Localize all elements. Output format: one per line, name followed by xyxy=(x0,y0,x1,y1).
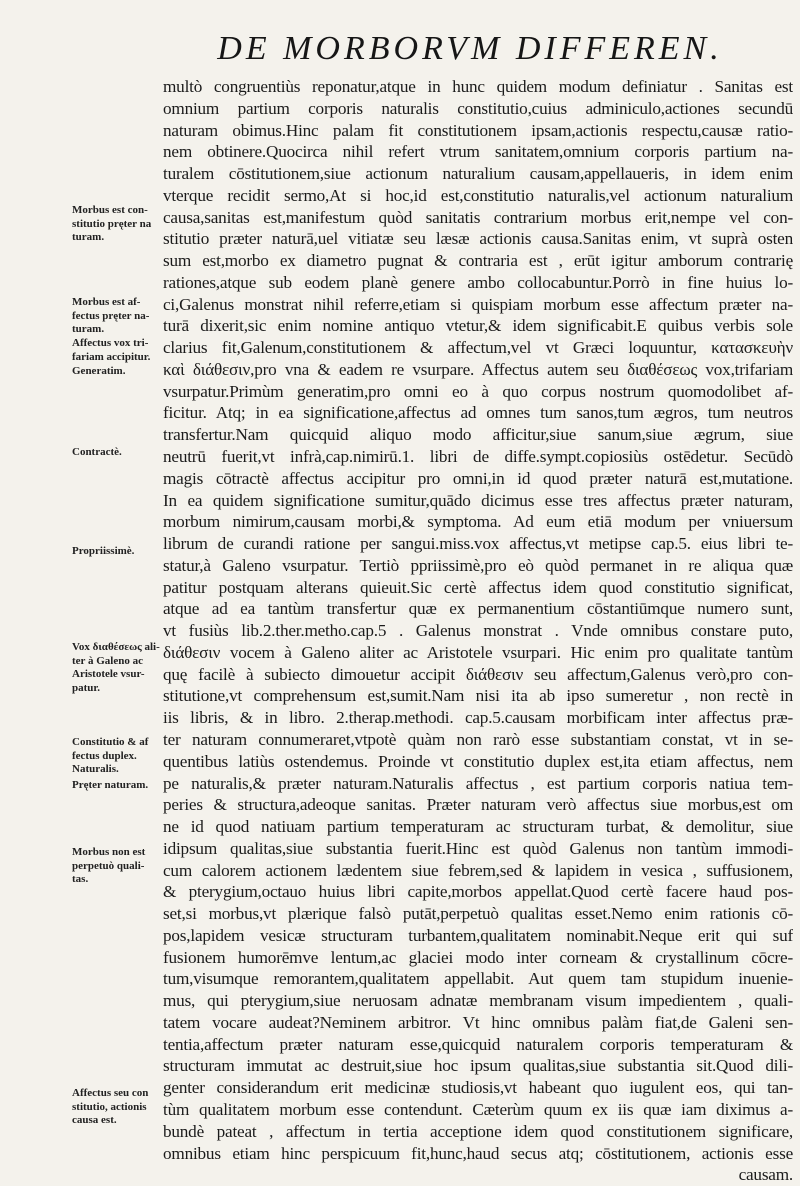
marginal-note xyxy=(72,736,168,763)
marginal-line: perpetuò quali- xyxy=(72,859,145,872)
text-line: atque ad ea tantùm transfertur quæ ex permanentium cōstantiūmque numero sunt, xyxy=(163,599,793,619)
text-line: quę facilè à subiecto dimouetur accipit διάθεσιν seu affectum,Galenus verò,pro con- xyxy=(163,664,793,684)
marginal-line: ter à Galeno ac xyxy=(72,654,143,667)
marginal-line: turam. xyxy=(72,231,105,243)
marginal-note xyxy=(72,337,168,364)
marginal-note xyxy=(72,763,168,777)
text-line: patitur postquam alterans quieuit.Sic certè affectus idem quod constitutio significat, xyxy=(163,577,793,597)
marginal-line: Affectus vox tri- xyxy=(72,337,149,349)
marginal-line: Affectus seu con xyxy=(72,1087,149,1099)
marginal-note xyxy=(72,846,168,887)
text-line: pe naturalis,& præter naturam.Naturalis affectus , est partium corporis natiua tem- xyxy=(163,773,793,793)
text-line: tum,visumque remorantem,qualitatem appellabit. Aut quem tam stupidum inuenie- xyxy=(163,969,793,989)
text-line: structuram immutat ac destruit,siue hoc ipsum qualitas,siue substantia sit.Quod dili- xyxy=(163,1056,793,1076)
text-line: vterque recidit sermo,At si hoc,id est,constitutio naturalis,vel actionum naturalium xyxy=(163,185,793,205)
text-line: ficitur. Atq; in ea significatione,affectus ad omnes tum sanos,tum ægros, tum neutros xyxy=(163,403,793,423)
marginal-note xyxy=(72,296,168,337)
text-line: peries & structura,adeoque sanitas. Præter naturam verò affectus siue morbus,est om xyxy=(163,795,793,815)
text-line: quentibus latiùs ostendemus. Proinde vt constitutio duplex est,ita etiam affectus, nem xyxy=(163,751,793,771)
text-line: librum de curandi ratione per sangui.miss.vox affectus,vt metipse cap.5. eius libri te- xyxy=(163,534,793,554)
text-line: transfertur.Nam quicquid aliquo modo afficitur,siue sanum,siue ægrum, siue xyxy=(163,425,793,445)
text-line: multò congruentiùs reponatur,atque in hunc quidem modum definiatur . Sanitas est xyxy=(163,77,793,96)
marginal-line: Constitutio & af xyxy=(72,736,149,748)
marginal-note xyxy=(72,446,168,460)
text-line: genter considerandum erit medicinæ studiosis,vt habeant quo iugulent eos, qui tan- xyxy=(163,1078,793,1098)
text-line: morbum nimirum,causam morbi,& symptoma. Ad eum etiā modum per vniuersum xyxy=(163,512,793,532)
text-line: causa,sanitas est,manifestum quòd sanitatis contrarium morbus erit,nempe vel con- xyxy=(163,207,793,227)
marginal-line: Propriissimè. xyxy=(72,545,135,557)
text-line: ne id quod natiuam partium temperaturam ac structuram turbat, & demolitur, siue xyxy=(163,817,793,837)
marginal-note xyxy=(72,641,168,695)
text-line: omnibus etiam hinc perspicuum fit,hunc,haud secus atq; cōstitutionem, actionis esse xyxy=(163,1143,793,1163)
text-line: clarius fit,Galenum,constitutionem & affectum,vel vt Græci loquuntur, κατασκευὴν xyxy=(163,338,793,358)
marginal-line: fectus duplex. xyxy=(72,749,137,762)
text-line: idipsum qualitas,siue substantia fuerit.Hinc est quòd Galenus non tantùm immodi- xyxy=(163,838,793,858)
text-line: nem obtinere.Quocirca nihil refert vtrum sanitatem,omnium corporis partium na- xyxy=(163,142,793,162)
marginal-line: patur. xyxy=(72,681,101,694)
text-line: In ea quidem significatione sumitur,quādo dicimus esse tres affectus præter naturam, xyxy=(163,490,793,510)
text-line: omnium partium corporis naturalis constitutio,cuius adminiculo,actiones secundū xyxy=(163,98,793,118)
marginal-note xyxy=(72,204,168,245)
text-line: tùm qualitatem morbum esse contendunt. Cæterùm quum ex iis quæ iam diximus a- xyxy=(163,1099,793,1119)
text-line: causam. xyxy=(738,1165,793,1185)
marginal-line: Contractè. xyxy=(72,446,122,458)
text-line: naturam obimus.Hinc palam fit constitutionem ipsam,actionis respectu,causæ ratio- xyxy=(163,120,793,140)
marginal-note xyxy=(72,545,168,559)
text-line: mus, qui pterygium,siue neruosam adnatæ membranam visum impedientem , quali- xyxy=(163,991,793,1011)
text-line: cum calorem actionem lædentem siue febrem,sed & lapidem in vesica , suffusionem, xyxy=(163,860,793,880)
text-line: καὶ διάθεσιν,pro vna & eadem re vsurpare. Affectus autem seu διαθέσεως vox,trifariam xyxy=(163,359,793,379)
main-text-column xyxy=(163,76,793,1186)
text-line: bundè pateat , affectum in tertia acceptione idem quod constitutionem significare, xyxy=(163,1121,793,1141)
marginal-line: Aristotele vsur- xyxy=(72,668,145,680)
text-line: set,si morbus,vt plærique falsò putāt,perpetuò qualitas esset.Nemo enim rationis cō- xyxy=(163,904,793,924)
marginal-line: turam. xyxy=(72,323,105,335)
text-line: turā dixerit,sic enim nomine antiquo vtetur,& idem significabit.E quibus verbis sole xyxy=(163,316,793,336)
text-line: statur,à Galeno vsurpatur. Tertiò ppriissimè,pro eò quòd permanet in re aliqua quæ xyxy=(163,555,793,575)
running-header: DE MORBORVM DIFFEREN. xyxy=(217,30,723,67)
text-line: ter naturam connumeraret,vtpotè quàm non rarò esse substantiam constat, vt in se- xyxy=(163,729,793,749)
text-line: pos,lapidem vesicæ structuram turbantem,qualitatem nominabit.Neque erit qui suf xyxy=(163,925,793,945)
text-line: stitutione,vt comprehensum est,sumit.Nam nisi ita ab ipso sumeretur , non rectè in xyxy=(163,686,793,706)
text-line: vt fusiùs lib.2.ther.metho.cap.5 . Galenus monstrat . Vnde omnibus constare puto, xyxy=(163,621,793,641)
text-line: ci,Galenus monstrat nihil referre,etiam si quispiam morbum esse affectum præter na- xyxy=(163,294,793,314)
text-line: fusionem humorēmve lentum,ac glaciei modo inter corneam & crystallinum cōcre- xyxy=(163,947,793,967)
marginal-line: Morbus est af- xyxy=(72,296,141,308)
marginal-line: tas. xyxy=(72,873,89,885)
marginal-line: fectus pręter na- xyxy=(72,309,150,322)
text-line: turalem cōstitutionem,siue actionum naturalium causam,appellaueris, in idem enim xyxy=(163,164,793,184)
text-line: magis cōtractè affectus accipitur pro omni,in id quod præter naturā est,mutatione. xyxy=(163,468,793,488)
text-line: neutrū fuerit,vt infrà,cap.nimirū.1. libri de diffe.sympt.copiosiùs ostēdetur. Secūdò xyxy=(163,447,793,467)
marginal-line: stitutio pręter na xyxy=(72,217,152,230)
marginal-note xyxy=(72,779,168,793)
text-line: tentia,affectum præter naturam esse,quicquid naturalem corporis temperaturam & xyxy=(163,1034,793,1054)
text-line: & pterygium,octauo huius libri capite,morbos appellat.Quod certè facere haud pos- xyxy=(163,882,793,902)
marginal-line: Generatim. xyxy=(72,365,126,377)
text-line: stitutio præter naturā,uel vitiatæ seu læsæ actionis causa.Sanitas enim, vt suprà osten xyxy=(163,229,793,249)
marginal-line: stitutio, actionis xyxy=(72,1100,147,1113)
marginal-note xyxy=(72,365,168,379)
text-line: tatem vocare audeat?Neminem arbitror. Vt hinc omnibus palàm fiat,de Galeni sen- xyxy=(163,1012,793,1032)
marginal-line: causa est. xyxy=(72,1114,117,1126)
marginal-line: Vox διαθέσεως ali- xyxy=(72,641,160,653)
text-line: διάθεσιν vocem à Galeno aliter ac Aristotele vsurpari. Hic enim pro qualitate tantùm xyxy=(163,642,793,662)
text-line: vsurpatur.Primùm generatim,pro omni eo à quo corpus nostrum quomodolibet af- xyxy=(163,381,793,401)
marginal-line: Naturalis. xyxy=(72,763,119,775)
text-line: iis libris, & in libro. 2.therap.methodi. cap.5.causam morbificam inter affectus præ- xyxy=(163,708,793,728)
text-line: rationes,atque sub eodem planè genere ambo collocabuntur.Porrò in fine huius lo- xyxy=(163,272,793,292)
marginal-note xyxy=(72,1087,168,1128)
marginal-line: Morbus est con- xyxy=(72,204,148,216)
marginal-line: Pręter naturam. xyxy=(72,779,149,791)
text-line: sum est,morbo ex diametro pugnat & contraria est , erūt igitur amborum contrarię xyxy=(163,251,793,271)
marginal-line: fariam accipitur. xyxy=(72,350,151,363)
marginal-line: Morbus non est xyxy=(72,846,146,858)
